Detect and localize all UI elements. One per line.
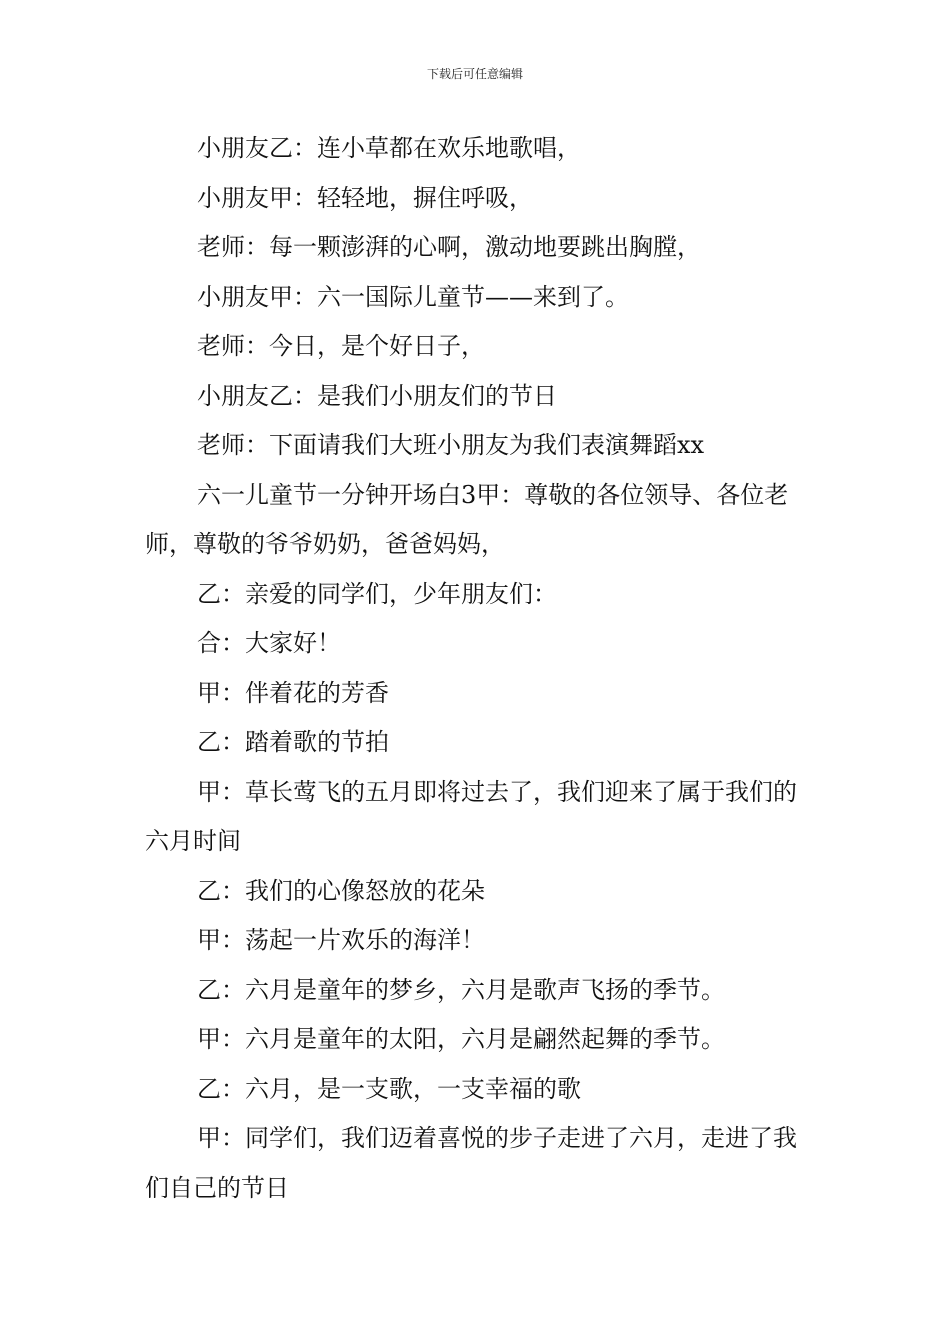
paragraph: 老师：下面请我们大班小朋友为我们表演舞蹈xx: [197, 431, 705, 459]
paragraph: 乙：六月，是一支歌，一支幸福的歌: [197, 1074, 581, 1103]
paragraph: 乙：踏着歌的节拍: [197, 728, 389, 756]
paragraph: 合：大家好！: [197, 629, 341, 657]
paragraph: 小朋友乙：是我们小朋友们的节日: [197, 381, 557, 410]
page-header: 下载后可任意编辑: [426, 67, 523, 81]
paragraph: 小朋友甲：六一国际儿童节——来到了。: [197, 282, 629, 311]
paragraph: 老师：今日，是个好日子，: [197, 332, 485, 360]
paragraph: 甲：草长莺飞的五月即将过去了，我们迎来了属于我们的六月时间: [145, 777, 797, 855]
paragraph: 小朋友乙：连小草都在欢乐地歌唱，: [197, 134, 581, 162]
paragraph: 老师：每一颗澎湃的心啊，激动地要跳出胸膛，: [197, 233, 701, 261]
paragraph: 甲：伴着花的芳香: [197, 678, 389, 707]
paragraph: 甲：六月是童年的太阳，六月是翩然起舞的季节。: [197, 1025, 725, 1053]
paragraph: 六一儿童节一分钟开场白3甲：尊敬的各位领导、各位老师，尊敬的爷爷奶奶，爸爸妈妈，: [145, 480, 789, 558]
paragraph: 小朋友甲：轻轻地，摒住呼吸，: [197, 183, 533, 212]
paragraph: 甲：荡起一片欢乐的海洋！: [197, 926, 485, 954]
paragraph: 乙：六月是童年的梦乡，六月是歌声飞扬的季节。: [197, 975, 725, 1004]
paragraph: 乙：我们的心像怒放的花朵: [197, 876, 485, 905]
paragraph: 甲：同学们，我们迈着喜悦的步子走进了六月，走进了我们自己的节日: [145, 1124, 797, 1202]
document-body: [145, 124, 810, 1213]
paragraph: 乙：亲爱的同学们，少年朋友们：: [197, 579, 557, 608]
